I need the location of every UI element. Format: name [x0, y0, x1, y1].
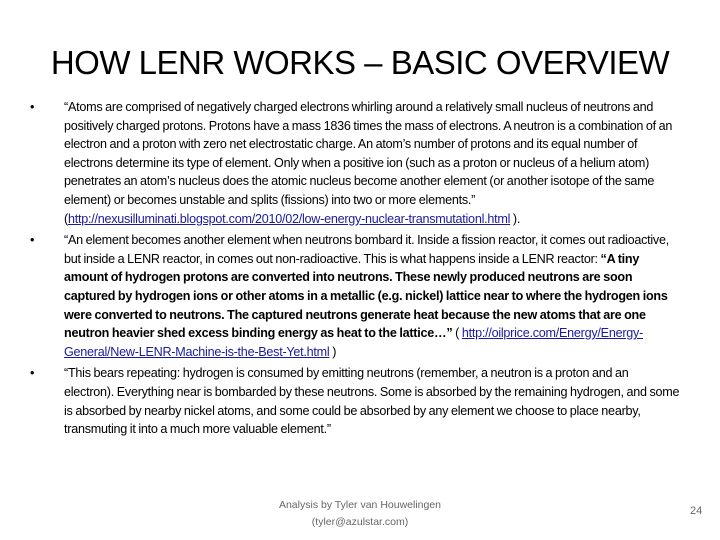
source-link-nexusilluminati[interactable]: http://nexusilluminati.blogspot.com/2010/02/low-energy-nuclear-transmutationl.html [67, 211, 511, 226]
footer-email: (tyler@azulstar.com) [311, 516, 409, 528]
bullet-icon: • [30, 366, 35, 381]
bullet-item-element [30, 231, 680, 361]
footer-author: Analysis by Tyler van Houwelingen [278, 499, 442, 511]
page-number: 24 [690, 505, 703, 517]
bullet-icon: • [30, 100, 35, 114]
bullet-list [30, 98, 680, 442]
bullet-text-end: ). [510, 211, 521, 226]
bullet-text: “An element becomes another element when neutrons bombard it. Inside a fission reactor, it comes out radioactive, but inside a LENR reactor, in comes out non-radioactive. This is what happens inside a LENR reactor: [64, 233, 669, 266]
bullet-text: “This bears repeating: hydrogen is consumed by emitting neutrons (remember, a neutron is a proton and an electron). Everything near is bombarded by these neutrons. Some is absorbed by the remaining hydrogen, and some is absorbed by nearby nickel atoms, and some could be absorbed by any element we choose to place nearby, transmuting it into a much more valuable element.” [64, 366, 680, 437]
bullet-text-paren: ( [452, 326, 462, 341]
bullet-text: “Atoms are comprised of negatively charged electrons whirling around a relatively small nucleus of neutrons and positively charged protons. Protons have a mass 1836 times the mass of electrons. A neutron is a combination of an electron and a proton with zero net electrostatic charge. An atom’s number of protons and its equal number of electrons determine its type of element. Only when a positive ion (such as a proton or nucleus of a helium atom) penetrates an atom’s nucleus does the atomic nucleus become another element (or another isotope of the same element) or becomes unstable and splits (fissions) into two or more elements.” ( [64, 100, 673, 226]
bullet-item-repeating [30, 364, 680, 438]
slide-title: HOW LENR WORKS – BASIC OVERVIEW [50, 44, 670, 81]
bullet-text-end: ) [329, 344, 337, 359]
slide-footer [230, 497, 490, 531]
bullet-icon: • [30, 233, 35, 248]
bullet-item-atoms [30, 98, 680, 228]
bullet-quote-bold: “A tiny amount of hydrogen protons are converted into neutrons. These newly produced neutrons are soon captured by hydrogen ions or other atoms in a metallic (e.g. nickel) lattice near to where the hydrogen ions were converted to neutrons. The captured neutrons generate heat because the new atoms that are one neutron heavier shed excess binding energy as heat to the lattice…” [64, 251, 668, 341]
source-link-oilprice[interactable]: http://oilprice.com/Energy/Energy-General/New-LENR-Machine-is-the-Best-Yet.html [64, 326, 644, 359]
